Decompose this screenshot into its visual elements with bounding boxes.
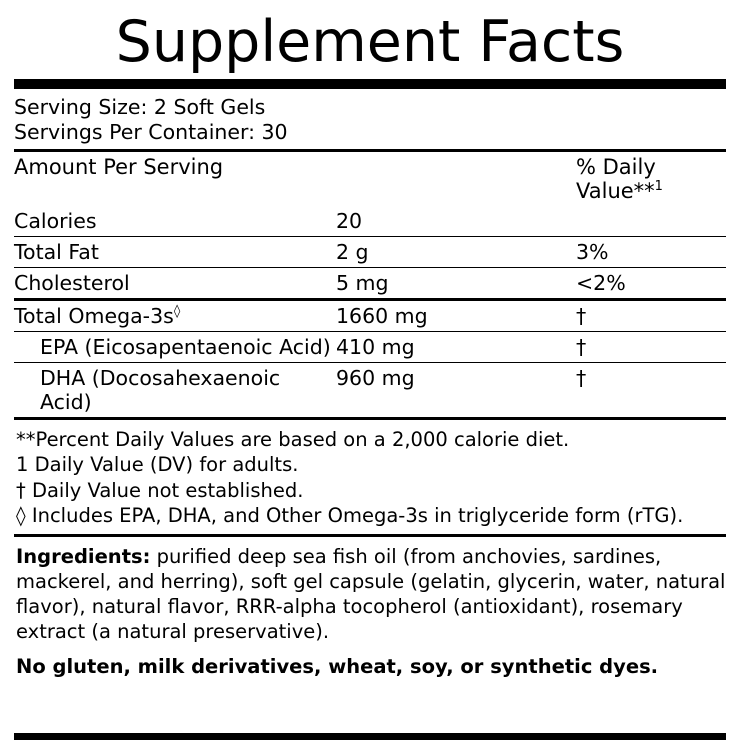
nutrient-name: Calories — [14, 206, 336, 237]
nutrient-daily-value: † — [576, 363, 726, 419]
serving-size: Serving Size: 2 Soft Gels — [14, 95, 266, 119]
table-row — [14, 206, 726, 237]
nutrient-amount: 1660 mg — [336, 300, 576, 332]
ingredients-label: Ingredients: — [16, 545, 151, 569]
omega-3s-symbol: ◊ — [173, 304, 181, 320]
divider-heavy-bottom — [14, 733, 726, 740]
table-row — [14, 300, 726, 332]
table-row — [14, 268, 726, 300]
nutrient-daily-value — [576, 206, 726, 237]
nutrient-name: Total Fat — [14, 237, 336, 268]
nutrition-table — [14, 152, 726, 420]
nutrient-name: Cholesterol — [14, 268, 336, 300]
nutrient-amount: 2 g — [336, 237, 576, 268]
allergen-statement: No gluten, milk derivatives, wheat, soy, or synthetic dyes. — [16, 655, 659, 679]
page-title: Supplement Facts — [115, 9, 625, 75]
table-row — [14, 237, 726, 268]
table-row — [14, 363, 726, 419]
nutrient-name: EPA (Eicosapentaenoic Acid) — [14, 332, 336, 363]
column-header-spacer — [336, 152, 576, 206]
serving-info — [14, 93, 726, 149]
nutrient-amount: 960 mg — [336, 363, 576, 419]
ingredients-section — [14, 537, 726, 649]
nutrient-daily-value: † — [576, 300, 726, 332]
nutrient-name — [14, 300, 336, 332]
column-header-daily-value — [576, 152, 726, 206]
footnote-dagger: † Daily Value not established. — [16, 478, 304, 502]
nutrient-amount: 5 mg — [336, 268, 576, 300]
nutrient-daily-value: † — [576, 332, 726, 363]
nutrient-daily-value: 3% — [576, 237, 726, 268]
nutrient-daily-value: <2% — [576, 268, 726, 300]
daily-value-label: % Daily Value** — [576, 155, 656, 203]
column-header-amount-per-serving: Amount Per Serving — [14, 155, 224, 179]
nutrient-amount: 410 mg — [336, 332, 576, 363]
footnote-percent-daily-values: **Percent Daily Values are based on a 2,000 calorie diet. — [16, 428, 570, 451]
nutrient-amount: 20 — [336, 206, 576, 237]
nutrient-name-text: Total Omega-3s — [14, 304, 174, 328]
nutrient-name: DHA (Docosahexaenoic Acid) — [14, 363, 336, 419]
daily-value-superscript: 1 — [654, 179, 663, 194]
divider-heavy-top — [14, 79, 726, 89]
table-header-row — [14, 152, 726, 206]
table-row — [14, 332, 726, 363]
footnotes — [14, 420, 726, 534]
footnote-daily-value-adults: 1 Daily Value (DV) for adults. — [16, 453, 299, 477]
footnote-lozenge: ◊ Includes EPA, DHA, and Other Omega-3s in triglyceride form (rTG). — [16, 504, 684, 528]
servings-per-container: Servings Per Container: 30 — [14, 120, 288, 144]
ingredients-text: purified deep sea fish oil (from anchovies, sardines, mackerel, and herring), soft gel capsule (gelatin, glycerin, water, natural flavor), natural flavor, RRR-alpha tocopherol (antioxidant), rosemary extract (a natural preservative). — [16, 545, 726, 644]
